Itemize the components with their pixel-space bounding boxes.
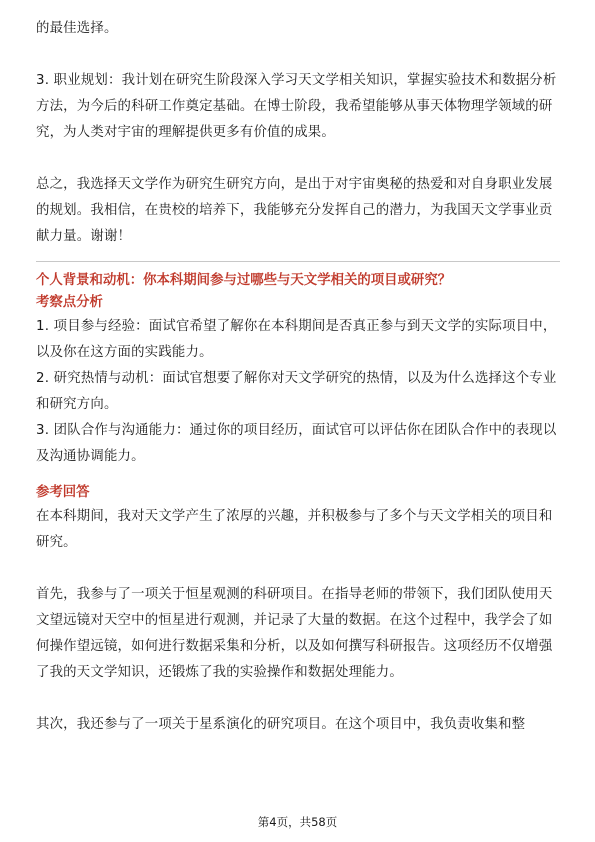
analysis-title: 考察点分析 bbox=[36, 295, 103, 310]
analysis-item: 1. 项目参与经验：面试官希望了解你在本科期间是否真正参与到天文学的实际项目中，以及你在这方面的实践能力。 bbox=[36, 319, 557, 360]
paragraph-continuation: 的最佳选择。 bbox=[36, 21, 118, 36]
answer-paragraph: 首先，我参与了一项关于恒星观测的科研项目。在指导老师的带领下，我们团队使用天文望远镜对天空中的恒星进行观测，并记录了大量的数据。在这个过程中，我学会了如何操作望远镜，如何进行数据采集和分析，以及如何撰写科研报告。这项经历不仅增强了我的天文学知识，还锻炼了我的实验操作和数据处理能力。 bbox=[36, 587, 553, 680]
section-divider bbox=[36, 261, 560, 262]
paragraph-conclusion: 总之，我选择天文学作为研究生研究方向，是出于对宇宙奥秘的热爱和对自身职业发展的规划。我相信，在贵校的培养下，我能够充分发挥自己的潜力，为我国天文学事业贡献力量。谢谢！ bbox=[36, 177, 553, 244]
page-footer: 第4页，共58页 bbox=[257, 815, 338, 829]
analysis-item: 2. 研究热情与动机：面试官想要了解你对天文学研究的热情，以及为什么选择这个专业和研究方向。 bbox=[36, 371, 557, 412]
question-heading: 个人背景和动机：你本科期间参与过哪些与天文学相关的项目或研究？ bbox=[36, 273, 452, 288]
answer-paragraph: 在本科期间，我对天文学产生了浓厚的兴趣，并积极参与了多个与天文学相关的项目和研究。 bbox=[36, 509, 553, 550]
page-content bbox=[36, 16, 560, 738]
analysis-item: 3. 团队合作与沟通能力：通过你的项目经历，面试官可以评估你在团队合作中的表现以及沟通协调能力。 bbox=[36, 423, 557, 464]
answer-title: 参考回答 bbox=[36, 485, 90, 500]
paragraph-career-plan: 3. 职业规划：我计划在研究生阶段深入学习天文学相关知识，掌握实验技术和数据分析方法，为今后的科研工作奠定基础。在博士阶段，我希望能够从事天体物理学领域的研究，为人类对宇宙的理解提供更多有价值的成果。 bbox=[36, 73, 557, 140]
answer-paragraph: 其次，我还参与了一项关于星系演化的研究项目。在这个项目中，我负责收集和整 bbox=[36, 717, 526, 732]
